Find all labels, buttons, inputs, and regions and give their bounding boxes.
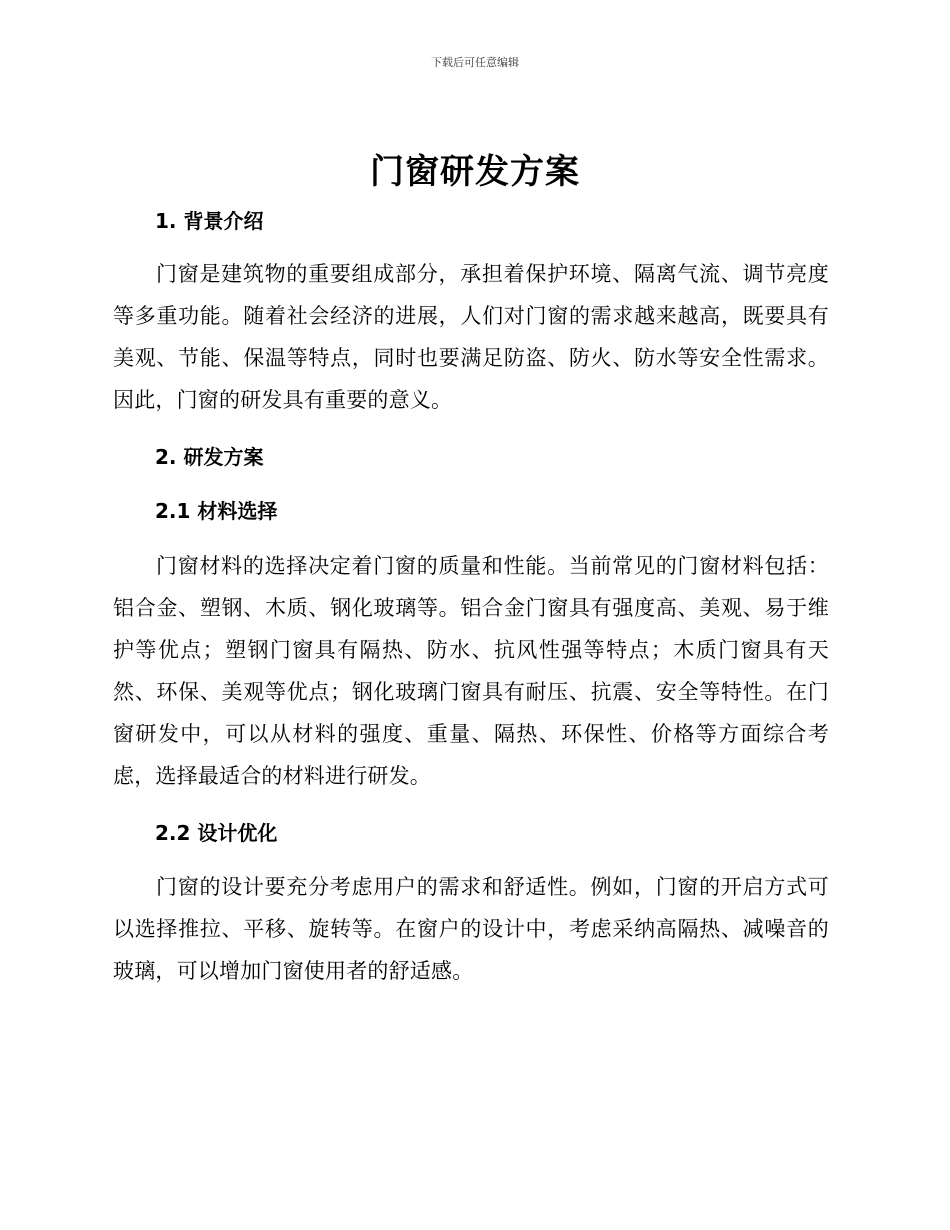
paragraph-materials: 门窗材料的选择决定着门窗的质量和性能。当前常见的门窗材料包括：铝合金、塑钢、木质、钢化玻璃等。铝合金门窗具有强度高、美观、易于维护等优点；塑钢门窗具有隔热、防水、抗风性强等特点；木质门窗具有天然、环保、美观等优点；钢化玻璃门窗具有耐压、抗震、安全等特性。在门窗研发中，可以从材料的强度、重量、隔热、环保性、价格等方面综合考虑，选择最适合的材料进行研发。 <box>113 554 829 788</box>
paragraph-design: 门窗的设计要充分考虑用户的需求和舒适性。例如，门窗的开启方式可以选择推拉、平移、旋转等。在窗户的设计中，考虑采纳高隔热、减噪音的玻璃，可以增加门窗使用者的舒适感。 <box>113 875 829 983</box>
section-heading-plan: 2. 研发方案 <box>155 445 264 469</box>
running-header: 下载后可任意编辑 <box>431 56 519 69</box>
section-heading-materials: 2.1 材料选择 <box>155 499 278 523</box>
document-title: 门窗研发方案 <box>370 152 580 192</box>
section-heading-design: 2.2 设计优化 <box>155 821 278 845</box>
paragraph-background: 门窗是建筑物的重要组成部分，承担着保护环境、隔离气流、调节亮度等多重功能。随着社会经济的进展，人们对门窗的需求越来越高，既要具有美观、节能、保温等特点，同时也要满足防盗、防火、防水等安全性需求。因此，门窗的研发具有重要的意义。 <box>113 262 829 412</box>
section-heading-background: 1. 背景介绍 <box>155 209 264 233</box>
